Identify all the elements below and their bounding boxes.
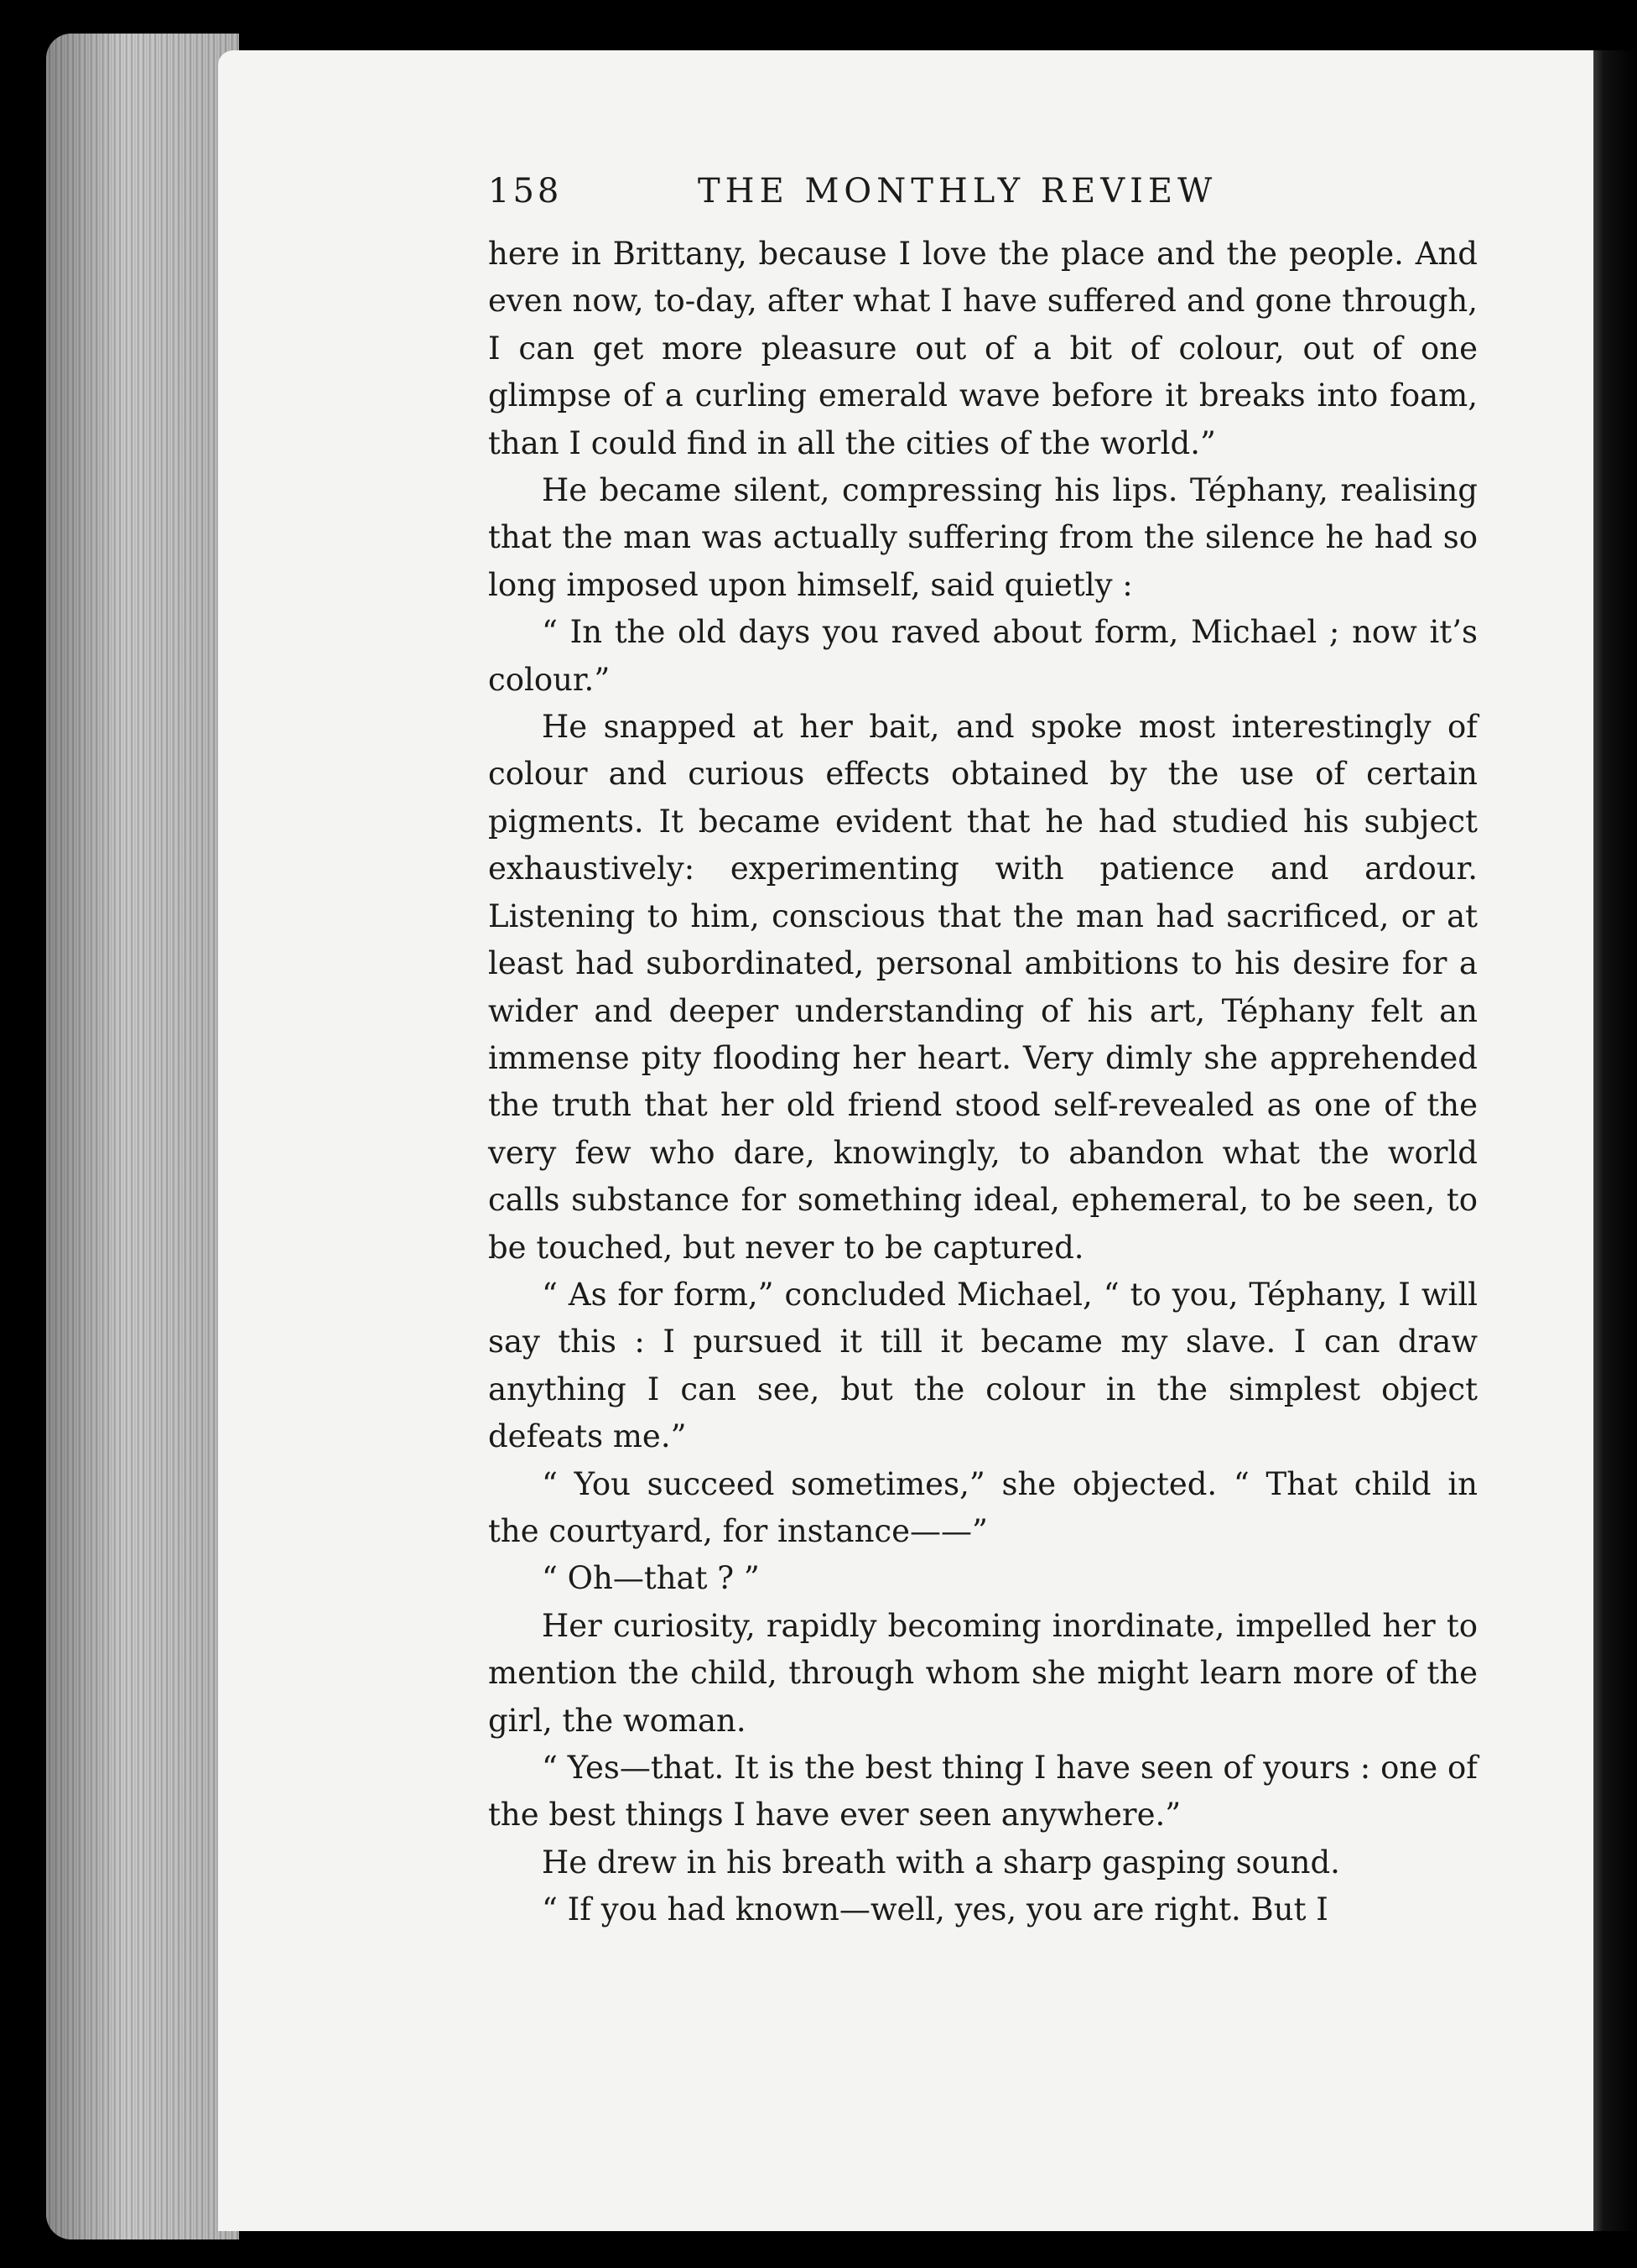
- paragraph: “ As for form,” concluded Michael, “ to you, Téphany, I will say this : I pursued it till it became my slave. I can draw anything I can see, but the colour in the simplest object defeats me.”: [488, 1276, 1478, 1455]
- paragraph: here in Brittany, because I love the place and the people. And even now, to-day, after what I have suffered and gone through, I can get more pleasure out of a bit of colour, out of one glimpse of a curling emerald wave before it breaks into foam, than I could find in all the cities of the world.”: [488, 236, 1478, 461]
- paragraph: He snapped at her bait, and spoke most interestingly of colour and curious effects obtained by the use of certain pigments. It became evident that he had studied his subject exhaustively: experimenting with patience and ardour. Listening to him, conscious that the man had sacrificed, or at least had subordinated, personal ambitions to his desire for a wider and deeper understanding of his art, Téphany felt an immense pity flooding her heart. Very dimly she apprehended the truth that her old friend stood self-revealed as one of the very few who dare, knowingly, to abandon what the world calls substance for something ideal, ephemeral, to be seen, to be touched, but never to be captured.: [488, 709, 1478, 1266]
- page-edges-shadow: [46, 34, 239, 2239]
- journal-title: THE MONTHLY REVIEW: [698, 172, 1218, 211]
- paragraph: “ You succeed sometimes,” she objected. “ That child in the courtyard, for instance——”: [488, 1465, 1478, 1549]
- body-text: [488, 231, 1478, 1934]
- paragraph: “ Yes—that. It is the best thing I have seen of yours : one of the best things I have ever seen anywhere.”: [488, 1750, 1478, 1834]
- paragraph: “ If you had known—well, yes, you are right. But I: [542, 1891, 1328, 1928]
- running-head: [488, 172, 1494, 231]
- paragraph: “ In the old days you raved about form, Michael ; now it’s colour.”: [488, 614, 1478, 698]
- page-number: 158: [488, 172, 563, 211]
- text-block: [488, 172, 1494, 1934]
- paragraph: Her curiosity, rapidly becoming inordinate, impelled her to mention the child, through whom she might learn more of the girl, the woman.: [488, 1607, 1478, 1739]
- paragraph: “ Oh—that ? ”: [542, 1560, 760, 1597]
- facing-page-edge: [1593, 50, 1637, 2231]
- paragraph: He drew in his breath with a sharp gasping sound.: [542, 1844, 1340, 1880]
- paragraph: He became silent, compressing his lips. Téphany, realising that the man was actually suffering from the silence he had so long imposed upon himself, said quietly :: [488, 472, 1478, 603]
